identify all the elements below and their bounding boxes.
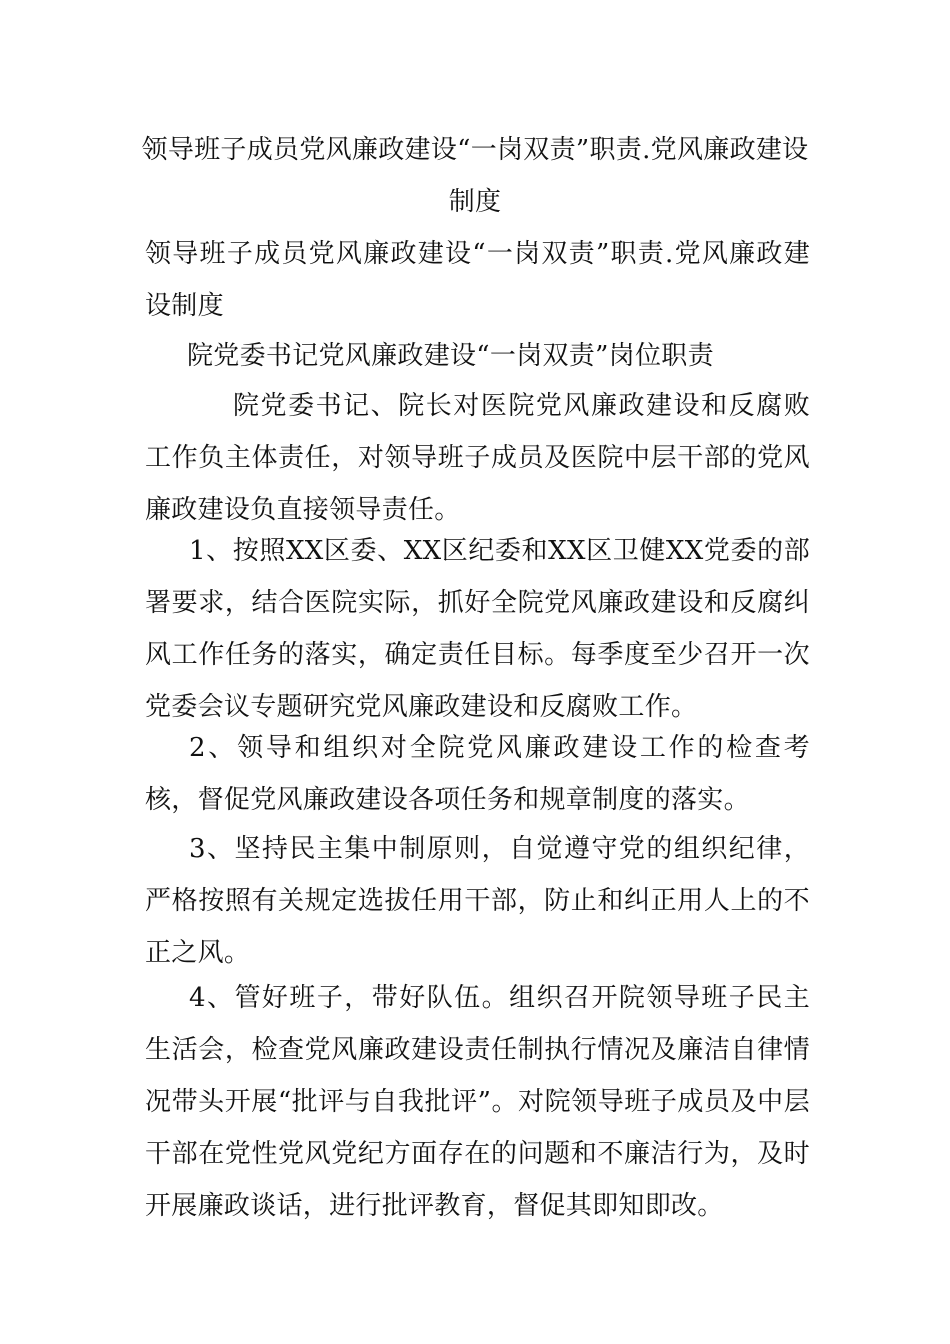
item-paragraph-2: 2、领导和组织对全院党风廉政建设工作的检查考核，督促党风廉政建设各项任务和规章制度的落实。: [145, 733, 810, 815]
item-paragraph-1: 1、按照XX区委、XX区纪委和XX区卫健XX党委的部署要求，结合医院实际，抓好全院党风廉政建设和反腐纠风工作任务的落实，确定责任目标。每季度至少召开一次党委会议专题研究党风廉政建设和反腐败工作。: [145, 536, 810, 722]
document-title: 领导班子成员党风廉政建设“一岗双责”职责.党风廉政建设制度: [141, 135, 809, 217]
intro-paragraph: 院党委书记、院长对医院党风廉政建设和反腐败工作负主体责任，对领导班子成员及医院中层干部的党风廉政建设负直接领导责任。: [145, 391, 810, 525]
document-subtitle: 领导班子成员党风廉政建设“一岗双责”职责.党风廉政建设制度: [145, 239, 810, 321]
item-paragraph-4: 4、管好班子，带好队伍。组织召开院领导班子民主生活会，检查党风廉政建设责任制执行情况及廉洁自律情况带头开展“批评与自我批评”。对院领导班子成员及中层干部在党性党风党纪方面存在的问题和不廉洁行为，及时开展廉政谈话，进行批评教育，督促其即知即改。: [145, 983, 810, 1221]
item-paragraph-3: 3、坚持民主集中制原则，自觉遵守党的组织纪律，严格按照有关规定选拔任用干部，防止和纠正用人上的不正之风。: [145, 834, 810, 968]
section-heading: 院党委书记党风廉政建设“一岗双责”岗位职责: [187, 341, 714, 371]
